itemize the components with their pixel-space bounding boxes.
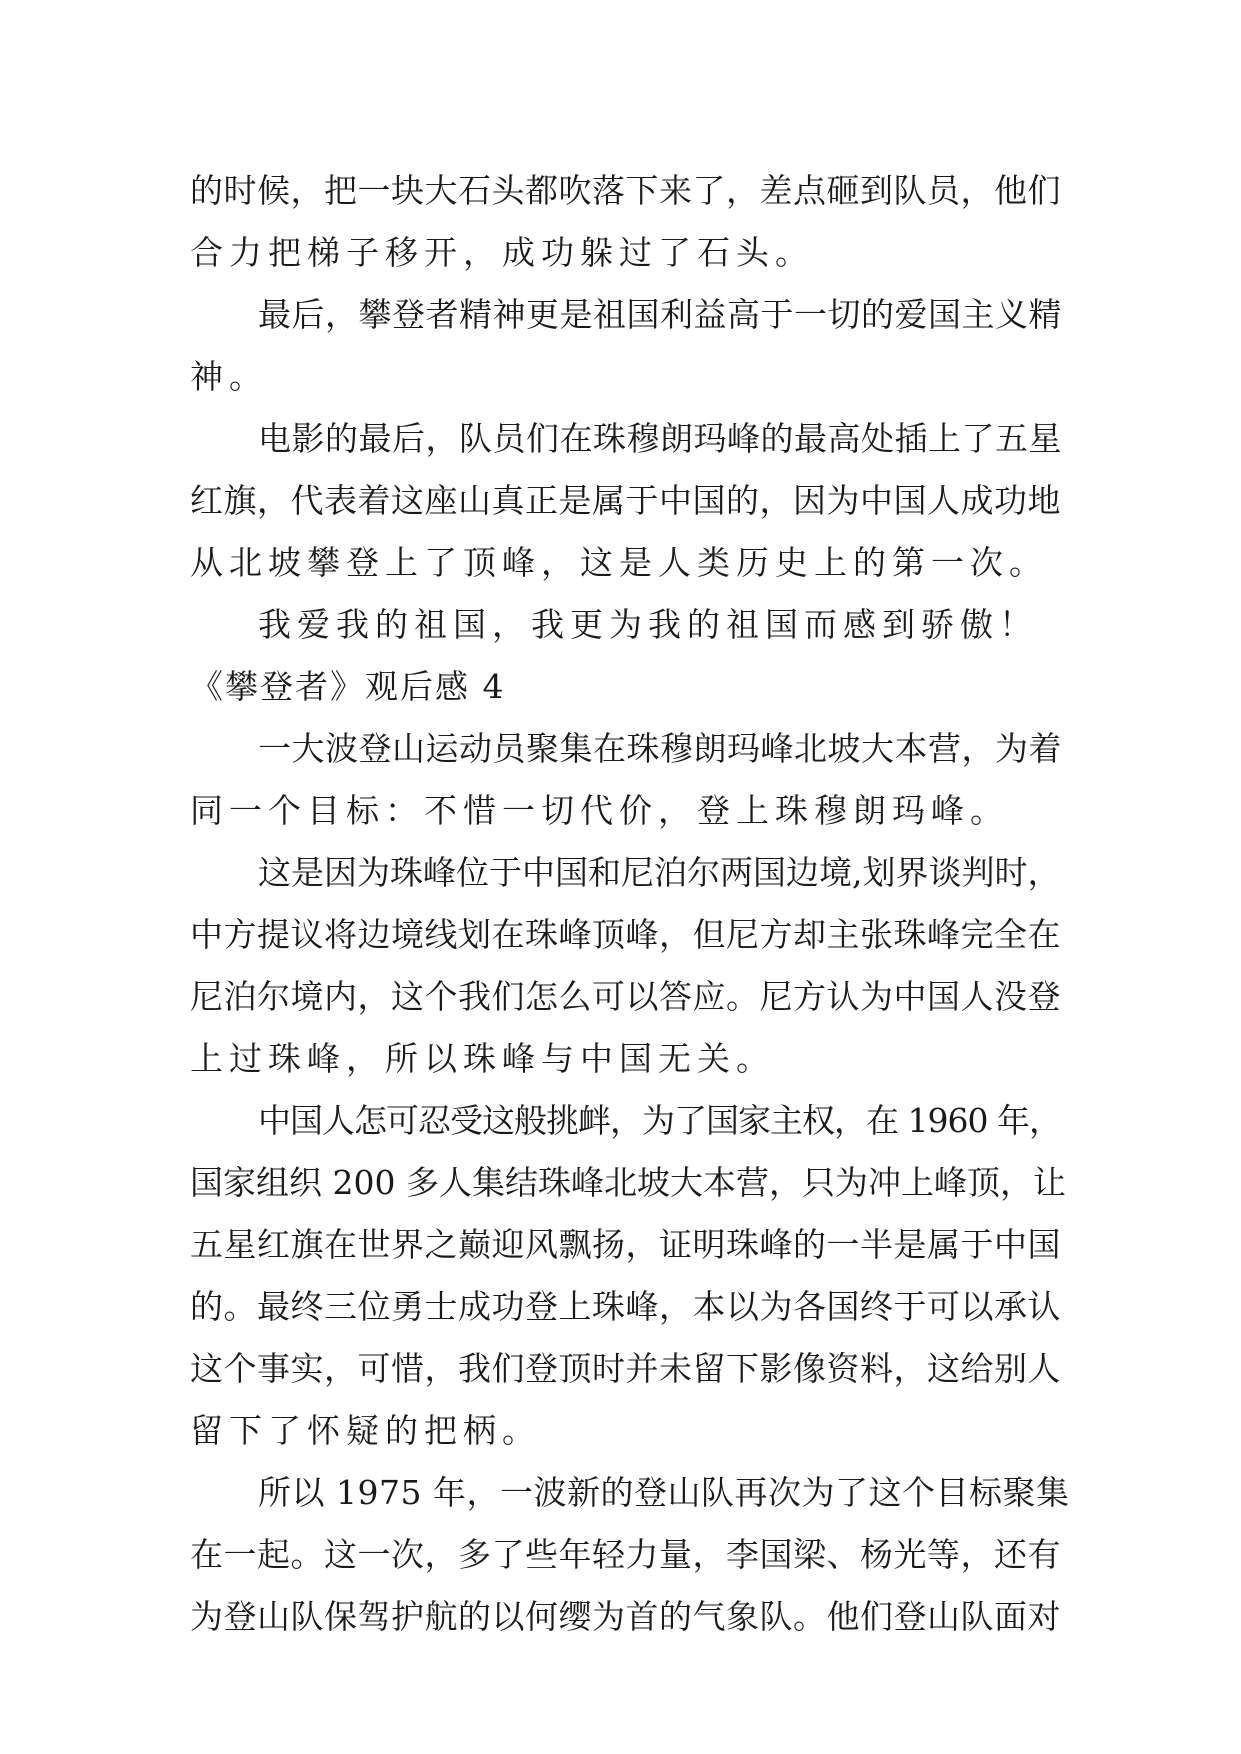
section-heading: 《攀登者》观后感 4 [190, 667, 506, 706]
text-line: 同一个目标：不惜一切代价，登上珠穆朗玛峰。 [190, 791, 1009, 830]
paragraph-start-line: 我爱我的祖国，我更为我的祖国而感到骄傲！ [258, 605, 1038, 644]
text-line: 在一起。这一次，多了些年轻力量，李国梁、杨光等，还有 [190, 1535, 1061, 1574]
text-line: 尼泊尔境内，这个我们怎么可以答应。尼方认为中国人没登 [190, 977, 1061, 1016]
text-line: 国家组织 200 多人集结珠峰北坡大本营，只为冲上峰顶，让 [190, 1163, 1066, 1202]
text-line: 合力把梯子移开，成功躲过了石头。 [190, 233, 814, 272]
text-line: 的时候，把一块大石头都吹落下来了，差点砸到队员，他们 [190, 171, 1061, 210]
text-line: 留下了怀疑的把柄。 [190, 1411, 541, 1450]
document-page [190, 160, 1070, 1648]
paragraph-start-line: 中国人怎可忍受这般挑衅，为了国家主权，在 1960 年， [258, 1101, 1061, 1140]
text-line: 神。 [190, 357, 268, 396]
text-line: 的。最终三位勇士成功登上珠峰，本以为各国终于可以承认 [190, 1287, 1061, 1326]
text-line: 这个事实，可惜，我们登顶时并未留下影像资料，这给别人 [190, 1349, 1061, 1388]
text-line: 为登山队保驾护航的以何缨为首的气象队。他们登山队面对 [190, 1597, 1061, 1636]
text-line: 上过珠峰，所以珠峰与中国无关。 [190, 1039, 775, 1078]
paragraph-start-line: 一大波登山运动员聚集在珠穆朗玛峰北坡大本营，为着 [258, 729, 1062, 768]
text-line: 中方提议将边境线划在珠峰顶峰，但尼方却主张珠峰完全在 [190, 915, 1061, 954]
paragraph-start-line: 电影的最后，队员们在珠穆朗玛峰的最高处插上了五星 [258, 419, 1062, 458]
text-line: 红旗，代表着这座山真正是属于中国的，因为中国人成功地 [190, 481, 1061, 520]
paragraph-start-line: 最后，攀登者精神更是祖国利益高于一切的爱国主义精 [258, 295, 1062, 334]
paragraph-start-line: 这是因为珠峰位于中国和尼泊尔两国边境,划界谈判时， [258, 853, 1061, 892]
text-line: 从北坡攀登上了顶峰，这是人类历史上的第一次。 [190, 543, 1048, 582]
paragraph-start-line: 所以 1975 年，一波新的登山队再次为了这个目标聚集 [258, 1473, 1070, 1512]
text-line: 五星红旗在世界之巅迎风飘扬，证明珠峰的一半是属于中国 [190, 1225, 1061, 1264]
